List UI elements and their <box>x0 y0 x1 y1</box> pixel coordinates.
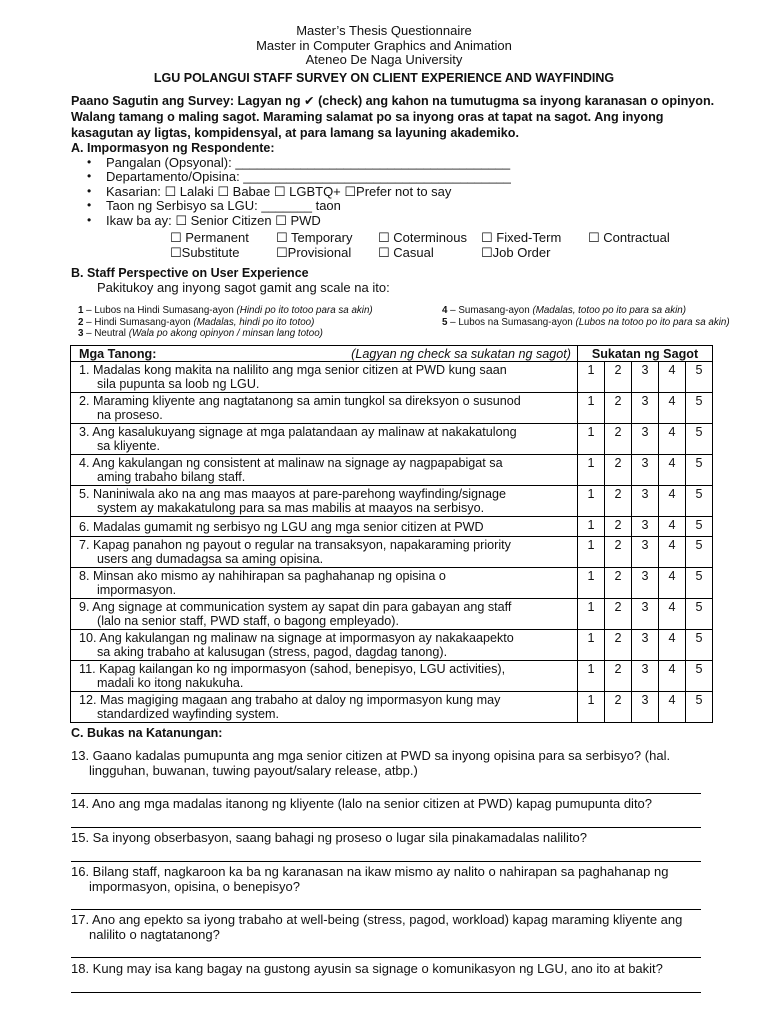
question-text-cell <box>71 486 578 517</box>
question-text: 6. Madalas gumamit ng serbisyo ng LGU ang mga senior citizen at PWD <box>79 519 484 534</box>
score-option-4[interactable]: 4 <box>659 455 686 486</box>
score-option-5[interactable]: 5 <box>686 393 713 424</box>
question-text-cell <box>71 568 578 599</box>
score-option-3[interactable]: 3 <box>632 630 659 661</box>
question-text-continued: sila pupunta sa loob ng LGU. <box>97 377 260 391</box>
open-question-13 <box>71 748 721 778</box>
question-text: 11. Kapag kailangan ko ng impormasyon (sahod, benepisyo, LGU activities), <box>79 662 506 676</box>
open-question-15 <box>71 830 721 845</box>
question-text-continued: madali ko itong nakukuha. <box>97 676 244 690</box>
score-option-4[interactable]: 4 <box>659 362 686 393</box>
open-question-14-text: 14. Ano ang mga madalas itanong ng kliyente (lalo na senior citizen at PWD) kapag pumupunta dito? <box>71 796 653 811</box>
score-option-5[interactable]: 5 <box>686 517 713 537</box>
question-text: 10. Ang kakulangan ng malinaw na signage at impormasyon ay nakakaapekto <box>79 631 514 645</box>
score-option-1[interactable]: 1 <box>578 568 605 599</box>
open-question-17-text: 17. Ano ang epekto sa iyong trabaho at well-being (stress, pagod, workload) kapag maraming kliyente ang <box>71 912 683 927</box>
score-option-5[interactable]: 5 <box>686 362 713 393</box>
open-question-18 <box>71 961 721 976</box>
score-option-3[interactable]: 3 <box>632 599 659 630</box>
employment-contractual-checkbox[interactable]: ☐ Contractual <box>588 230 670 245</box>
score-option-3[interactable]: 3 <box>632 455 659 486</box>
likert-question-row <box>71 692 713 723</box>
score-option-3[interactable]: 3 <box>632 362 659 393</box>
question-text: 1. Madalas kong makita na nalilito ang mga senior citizen at PWD kung saan <box>79 363 507 377</box>
likert-question-row <box>71 661 713 692</box>
university-header: Ateneo De Naga University <box>305 52 463 67</box>
score-option-4[interactable]: 4 <box>659 537 686 568</box>
employment-permanent-checkbox[interactable]: ☐ Permanent <box>170 230 249 245</box>
question-text-continued: users ang dumadagsa sa aming opisina. <box>97 552 324 566</box>
question-text-cell <box>71 455 578 486</box>
score-option-4[interactable]: 4 <box>659 630 686 661</box>
score-option-3[interactable]: 3 <box>632 692 659 723</box>
score-option-4[interactable]: 4 <box>659 692 686 723</box>
score-option-4[interactable]: 4 <box>659 599 686 630</box>
question-text-cell <box>71 393 578 424</box>
answer-line-14[interactable] <box>71 827 701 828</box>
score-option-4[interactable]: 4 <box>659 424 686 455</box>
employment-fixed-term-checkbox[interactable]: ☐ Fixed-Term <box>481 230 562 245</box>
question-text-continued: (lalo na senior staff, PWD staff, o bagong empleyado). <box>97 614 399 628</box>
question-text: 2. Maraming kliyente ang nagtatanong sa amin tungkol sa direksyon o susunod <box>79 394 521 408</box>
scale-item-3: 3 – Neutral (Wala po akong opinyon / minsan lang totoo) <box>78 328 323 339</box>
question-text-cell <box>71 424 578 455</box>
open-question-14 <box>71 796 721 811</box>
department-field[interactable] <box>88 169 511 184</box>
score-option-1[interactable]: 1 <box>578 692 605 723</box>
survey-title: LGU POLANGUI STAFF SURVEY ON CLIENT EXPERIENCE AND WAYFINDING <box>153 71 615 85</box>
section-b-title: B. Staff Perspective on User Experience <box>71 266 309 280</box>
open-question-17 <box>71 912 721 942</box>
score-option-5[interactable]: 5 <box>686 455 713 486</box>
score-option-3[interactable]: 3 <box>632 537 659 568</box>
question-text: 8. Minsan ako mismo ay nahihirapan sa paghahanap ng opisina o <box>79 569 446 583</box>
score-option-4[interactable]: 4 <box>659 393 686 424</box>
open-question-18-text: 18. Kung may isa kang bagay na gustong ayusin sa signage o komunikasyon ng LGU, ano ito at bakit? <box>71 961 663 976</box>
likert-question-row <box>71 537 713 568</box>
open-question-13-text-cont: lingguhan, buwanan, tuwing payout/salary release, atbp.) <box>89 763 418 778</box>
likert-table <box>70 345 713 723</box>
score-option-2[interactable]: 2 <box>605 517 632 537</box>
score-option-3[interactable]: 3 <box>632 393 659 424</box>
likert-question-row <box>71 630 713 661</box>
question-text-continued: impormasyon. <box>97 583 177 597</box>
score-option-3[interactable]: 3 <box>632 424 659 455</box>
score-option-3[interactable]: 3 <box>632 568 659 599</box>
question-text: 9. Ang signage at communication system ay sapat din para gabayan ang staff <box>79 600 512 614</box>
score-option-4[interactable]: 4 <box>659 486 686 517</box>
question-text-continued: na proseso. <box>97 408 163 422</box>
employment-substitute-checkbox[interactable]: ☐Substitute <box>170 245 240 260</box>
thesis-header: Master’s Thesis Questionnaire <box>296 23 472 38</box>
score-option-4[interactable]: 4 <box>659 568 686 599</box>
likert-question-row <box>71 393 713 424</box>
score-option-1[interactable]: 1 <box>578 393 605 424</box>
answer-line-15[interactable] <box>71 861 701 862</box>
question-text-cell <box>71 661 578 692</box>
employment-casual-checkbox[interactable]: ☐ Casual <box>378 245 434 260</box>
score-option-3[interactable]: 3 <box>632 517 659 537</box>
answer-line-13[interactable] <box>71 793 701 794</box>
score-option-3[interactable]: 3 <box>632 486 659 517</box>
question-text-cell <box>71 537 578 568</box>
open-question-16 <box>71 864 721 894</box>
score-option-5[interactable]: 5 <box>686 599 713 630</box>
category-field-text: Ikaw ba ay: ☐ Senior Citizen ☐ PWD <box>106 213 321 228</box>
questions-header-hint: (Lagyan ng check sa sukatan ng sagot) <box>351 346 571 361</box>
score-option-3[interactable]: 3 <box>632 661 659 692</box>
score-option-2[interactable]: 2 <box>605 692 632 723</box>
scale-item-4: 4 – Sumasang-ayon (Madalas, totoo po ito para sa akin) <box>442 305 687 316</box>
likert-table-header <box>71 346 713 362</box>
question-text-continued: sa kliyente. <box>97 439 160 453</box>
score-option-2[interactable]: 2 <box>605 599 632 630</box>
score-option-5[interactable]: 5 <box>686 537 713 568</box>
question-text: 5. Naniniwala ako na ang mas maayos at pare-parehong wayfinding/signage <box>79 487 507 501</box>
sex-field[interactable] <box>88 184 451 199</box>
answer-line-17[interactable] <box>71 957 701 958</box>
score-option-4[interactable]: 4 <box>659 661 686 692</box>
scale-legend-left <box>78 305 428 340</box>
score-option-5[interactable]: 5 <box>686 568 713 599</box>
employment-temporary-checkbox[interactable]: ☐ Temporary <box>276 230 353 245</box>
question-text-cell <box>71 692 578 723</box>
score-option-5[interactable]: 5 <box>686 424 713 455</box>
scale-item-2: 2 – Hindi Sumasang-ayon (Madalas, hindi po ito totoo) <box>78 316 315 328</box>
employment-provisional-checkbox[interactable]: ☐Provisional <box>276 245 352 260</box>
score-option-1[interactable]: 1 <box>578 362 605 393</box>
question-text-cell <box>71 599 578 630</box>
score-option-1[interactable]: 1 <box>578 455 605 486</box>
score-option-2[interactable]: 2 <box>605 362 632 393</box>
score-option-1[interactable]: 1 <box>578 630 605 661</box>
years-field-text: Taon ng Serbisyo sa LGU: _______ taon <box>106 198 341 213</box>
likert-question-row <box>71 362 713 393</box>
score-option-5[interactable]: 5 <box>686 630 713 661</box>
answer-line-16[interactable] <box>71 909 701 910</box>
score-option-5[interactable]: 5 <box>686 486 713 517</box>
likert-question-row <box>71 486 713 517</box>
section-a-title: A. Impormasyon ng Respondente: <box>71 141 275 155</box>
department-field-text: Departamento/Opisina: _____________________________________ <box>106 169 511 184</box>
score-option-1[interactable]: 1 <box>578 599 605 630</box>
sex-field-text: Kasarian: ☐ Lalaki ☐ Babae ☐ LGBTQ+ ☐Prefer not to say <box>106 184 452 199</box>
answer-line-18[interactable] <box>71 992 701 993</box>
questions-header-label: Mga Tanong: <box>79 346 157 361</box>
question-text-continued: aming trabaho bilang staff. <box>97 470 246 484</box>
employment-coterminous-checkbox[interactable]: ☐ Coterminous <box>378 230 467 245</box>
likert-question-row <box>71 517 713 537</box>
category-field[interactable] <box>88 213 321 228</box>
score-option-1[interactable]: 1 <box>578 424 605 455</box>
question-text-continued: system ay makakatulong para sa mas mabilis at maayos na serbisyo. <box>97 501 485 515</box>
score-option-4[interactable]: 4 <box>659 517 686 537</box>
score-option-2[interactable]: 2 <box>605 393 632 424</box>
likert-question-row <box>71 599 713 630</box>
score-option-2[interactable]: 2 <box>605 424 632 455</box>
question-text-cell <box>71 517 578 537</box>
scale-item-5: 5 – Lubos na Sumasang-ayon (Lubos na totoo po ito para sa akin) <box>442 316 730 328</box>
score-option-1[interactable]: 1 <box>578 537 605 568</box>
likert-question-row <box>71 424 713 455</box>
score-option-2[interactable]: 2 <box>605 537 632 568</box>
scale-instruction: Pakitukoy ang inyong sagot gamit ang scale na ito: <box>97 280 390 295</box>
open-question-15-text: 15. Sa inyong obserbasyon, saang bahagi ng proseso o lugar sila pinakamadalas nalilito? <box>71 830 588 845</box>
question-text: 3. Ang kasalukuyang signage at mga palatandaan ay malinaw at nakakatulong <box>79 425 517 439</box>
score-option-2[interactable]: 2 <box>605 486 632 517</box>
likert-question-row <box>71 455 713 486</box>
years-of-service-field[interactable] <box>88 198 341 213</box>
score-option-5[interactable]: 5 <box>686 661 713 692</box>
question-text-cell <box>71 630 578 661</box>
score-option-5[interactable]: 5 <box>686 692 713 723</box>
question-text-cell <box>71 362 578 393</box>
employment-job-order-checkbox[interactable]: ☐Job Order <box>481 245 551 260</box>
name-field-text: Pangalan (Opsyonal): ______________________________________ <box>106 155 511 170</box>
score-option-2[interactable]: 2 <box>605 568 632 599</box>
score-option-1[interactable]: 1 <box>578 661 605 692</box>
score-column-header: Sukatan ng Sagot <box>578 346 713 362</box>
program-header: Master in Computer Graphics and Animation <box>256 38 512 53</box>
score-option-2[interactable]: 2 <box>605 661 632 692</box>
open-question-13-text: 13. Gaano kadalas pumupunta ang mga senior citizen at PWD sa inyong opisina para sa serbisyo? (hal. <box>71 748 671 763</box>
scale-item-1: 1 – Lubos na Hindi Sumasang-ayon (Hindi po ito totoo para sa akin) <box>78 305 373 316</box>
survey-instructions: Paano Sagutin ang Survey: Lagyan ng ✔ (check) ang kahon na tumutugma sa inyong karanasan o opinyon. Walang tamang o maling sagot. Maraming salamat po sa inyong oras at tapat na sagot. Ang inyong kasagutan ay ligtas, kompidensyal, at para lamang sa layuning akademiko. <box>71 94 715 140</box>
question-text: 12. Mas magiging magaan ang trabaho at daloy ng impormasyon kung may <box>79 693 501 707</box>
open-question-16-text-cont: impormasyon, opisina, o benepisyo? <box>89 879 301 894</box>
section-c-title: C. Bukas na Katanungan: <box>71 726 223 740</box>
questions-column-header <box>71 346 578 362</box>
open-question-17-text-cont: nalilito o nagtatanong? <box>89 927 220 942</box>
score-option-2[interactable]: 2 <box>605 455 632 486</box>
question-text-continued: sa aking trabaho at kalusugan (stress, pagod, dagdag tanong). <box>97 645 448 659</box>
question-text: 7. Kapag panahon ng payout o regular na transaksyon, napakaraming priority <box>79 538 511 552</box>
question-text-continued: standardized wayfinding system. <box>97 707 280 721</box>
score-option-1[interactable]: 1 <box>578 486 605 517</box>
score-option-1[interactable]: 1 <box>578 517 605 537</box>
scale-legend-right <box>442 305 738 328</box>
question-text: 4. Ang kakulangan ng consistent at malinaw na signage ay nagpapabigat sa <box>79 456 503 470</box>
score-option-2[interactable]: 2 <box>605 630 632 661</box>
likert-question-row <box>71 568 713 599</box>
open-question-16-text: 16. Bilang staff, nagkaroon ka ba ng karanasan na ikaw mismo ay nalito o nahirapan sa paghahanap ng <box>71 864 669 879</box>
name-field[interactable] <box>88 155 510 170</box>
